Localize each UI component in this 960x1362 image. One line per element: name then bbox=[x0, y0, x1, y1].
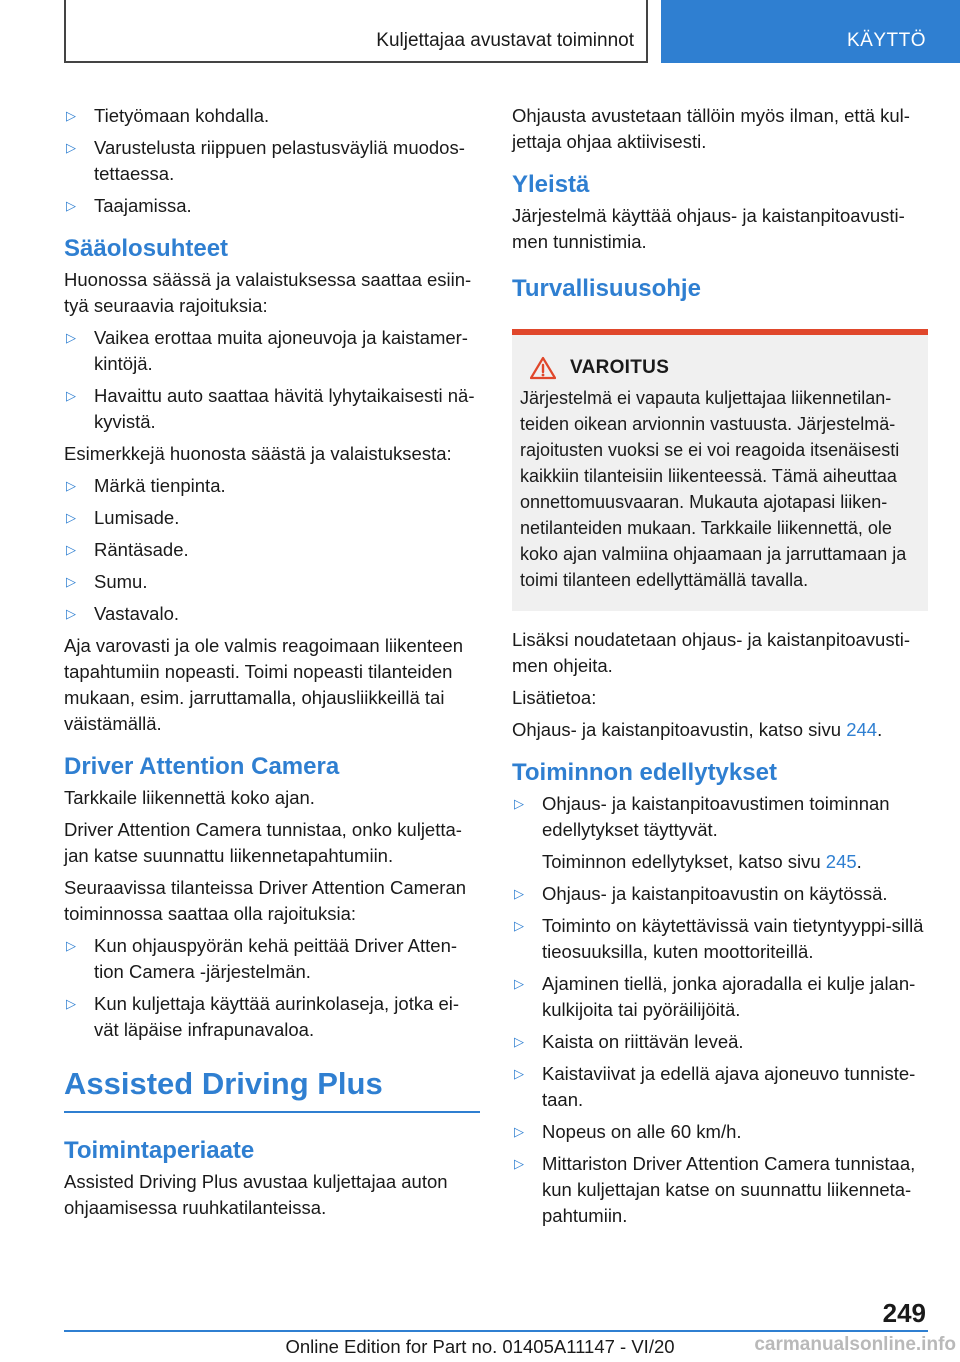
bullet-list-roadwork bbox=[64, 103, 480, 219]
header-chapter-title: KÄYTTÖ bbox=[846, 30, 926, 51]
heading-principle: Toimintaperiaate bbox=[64, 1137, 255, 1164]
footer-edition: Online Edition for Part no. 01405A11147 - VI/20 bbox=[285, 1336, 675, 1357]
bullet-triangle-icon: ▷ bbox=[66, 108, 76, 123]
bullet-triangle-icon: ▷ bbox=[66, 606, 76, 621]
bullet-triangle-icon: ▷ bbox=[66, 478, 76, 493]
bullet-triangle-icon: ▷ bbox=[66, 140, 76, 155]
list-item: ▷ Taajamissa. bbox=[64, 193, 480, 219]
list-item: ▷ Kaistaviivat ja edellä ajava ajoneuvo tunniste-taan. bbox=[514, 1063, 916, 1110]
heading-weather: Sääolosuhteet bbox=[64, 235, 229, 262]
list-item: ▷ Vaikea erottaa muita ajoneuvoja ja kaistamer-kintöjä. bbox=[66, 327, 468, 374]
paragraph: Driver Attention Camera tunnistaa, onko kuljetta-jan katse suunnattu liikennetapahtumiin. bbox=[64, 819, 462, 866]
heading-assisted-driving-plus: Assisted Driving Plus bbox=[64, 1065, 480, 1113]
heading-general: Yleistä bbox=[512, 171, 590, 198]
bullet-triangle-icon: ▷ bbox=[66, 388, 76, 403]
list-item: ▷ Toiminto on käytettävissä vain tietyntyyppi-sillä tieosuuksilla, kuten moottoriteillä. bbox=[514, 915, 924, 962]
bullet-list-limitations bbox=[64, 325, 480, 435]
paragraph: Lisätietoa: bbox=[512, 687, 597, 708]
paragraph: Tarkkaile liikennettä koko ajan. bbox=[64, 787, 315, 808]
paragraph: Lisäksi noudatetaan ohjaus- ja kaistanpitoavusti-men ohjeita. bbox=[512, 629, 910, 676]
bullet-list-examples bbox=[64, 473, 480, 627]
list-item: ▷ Lumisade. bbox=[64, 505, 480, 531]
heading-driver-attention-camera: Driver Attention Camera bbox=[64, 753, 340, 780]
list-item: ▷ Mittariston Driver Attention Camera tunnistaa, kun kuljettajan katse on suunnattu liikenneta-pahtumiin. bbox=[514, 1153, 916, 1226]
warning-triangle-icon bbox=[530, 356, 556, 380]
list-item: ▷ Kun ohjauspyörän kehä peittää Driver Atten-tion Camera -järjestelmän. bbox=[66, 935, 458, 982]
paragraph: Ohjausta avustetaan tällöin myös ilman, että kul-jettaja ohjaa aktiivisesti. bbox=[512, 105, 910, 152]
bullet-triangle-icon: ▷ bbox=[514, 1034, 524, 1049]
warning-text: Järjestelmä ei vapauta kuljettajaa liikennetilan-teiden oikean arvionnin vastuusta. Järjestelmä-rajoitusten vuoksi se ei voi reagoida itsenäisesti kaikkiin tilanteisiin liikenteessä. Tämä aiheuttaa onnettomuusvaaran. Mukauta ajotapasi liiken-netilanteiden mukaan. Tarkkaile liikennettä, ole koko ajan valmiina ohjaamaan ja jarruttamaan ja toimi tilanteen edellyttämällä tavalla. bbox=[520, 388, 907, 590]
bullet-triangle-icon: ▷ bbox=[514, 918, 524, 933]
paragraph: Esimerkkejä huonosta säästä ja valaistuksesta: bbox=[64, 443, 452, 464]
paragraph: Järjestelmä käyttää ohjaus- ja kaistanpitoavusti-men tunnistimia. bbox=[512, 205, 905, 252]
bullet-triangle-icon: ▷ bbox=[66, 938, 76, 953]
bullet-list-requirements bbox=[512, 791, 928, 1229]
reference-line: Toiminnon edellytykset, katso sivu 245. bbox=[542, 851, 862, 872]
bullet-list-camera-limits bbox=[64, 933, 480, 1043]
list-item: ▷ Havaittu auto saattaa hävitä lyhytaikaisesti nä-kyvistä. bbox=[66, 385, 475, 432]
list-item: ▷ Tietyömaan kohdalla. bbox=[64, 103, 480, 129]
bullet-triangle-icon: ▷ bbox=[514, 1066, 524, 1081]
heading-safety: Turvallisuusohje bbox=[512, 275, 701, 302]
paragraph: Huonossa säässä ja valaistuksessa saattaa esiin-tyä seuraavia rajoituksia: bbox=[64, 269, 472, 316]
reference-paragraph: Ohjaus- ja kaistanpitoavustin, katso sivu 244. bbox=[512, 719, 883, 740]
page-link-245[interactable]: 245 bbox=[825, 851, 857, 872]
list-item: ▷ Ohjaus- ja kaistanpitoavustin on käytössä. bbox=[512, 881, 928, 907]
list-item: ▷ Kaista on riittävän leveä. bbox=[512, 1029, 928, 1055]
warning-title: VAROITUS bbox=[570, 357, 670, 378]
warning-box bbox=[512, 329, 928, 611]
left-column bbox=[64, 103, 480, 1227]
list-item: ▷ Räntäsade. bbox=[64, 537, 480, 563]
bullet-triangle-icon: ▷ bbox=[514, 1156, 524, 1171]
list-item: ▷ Märkä tienpinta. bbox=[64, 473, 480, 499]
list-item: ▷ Ohjaus- ja kaistanpitoavustimen toiminnan edellytykset täyttyvät. Toiminnon edellytykset, katso sivu 245. bbox=[512, 791, 928, 875]
list-item: ▷ Ajaminen tiellä, jonka ajoradalla ei kulje jalan-kulkijoita tai pyöräilijöitä. bbox=[514, 973, 916, 1020]
bullet-triangle-icon: ▷ bbox=[66, 574, 76, 589]
bullet-triangle-icon: ▷ bbox=[66, 510, 76, 525]
page-link-244[interactable]: 244 bbox=[846, 719, 878, 740]
header-section-box bbox=[64, 0, 648, 63]
header-chapter-tab bbox=[661, 0, 960, 63]
bullet-triangle-icon: ▷ bbox=[66, 996, 76, 1011]
watermark: carmanualsonline.info bbox=[754, 1332, 956, 1358]
heading-requirements: Toiminnon edellytykset bbox=[512, 759, 777, 786]
list-item: ▷ Nopeus on alle 60 km/h. bbox=[512, 1119, 928, 1145]
paragraph: Seuraavissa tilanteissa Driver Attention Cameran toiminnossa saattaa olla rajoituksia: bbox=[64, 877, 467, 924]
warning-header bbox=[520, 355, 920, 381]
list-item: ▷ Sumu. bbox=[64, 569, 480, 595]
bullet-triangle-icon: ▷ bbox=[514, 796, 524, 811]
list-item: ▷ Vastavalo. bbox=[64, 601, 480, 627]
bullet-triangle-icon: ▷ bbox=[514, 976, 524, 991]
right-column bbox=[512, 103, 928, 1235]
paragraph: Assisted Driving Plus avustaa kuljettajaa auton ohjaamisessa ruuhkatilanteissa. bbox=[64, 1171, 448, 1218]
list-item: ▷ Kun kuljettaja käyttää aurinkolaseja, jotka ei-vät läpäise infrapunavaloa. bbox=[66, 993, 460, 1040]
bullet-triangle-icon: ▷ bbox=[66, 542, 76, 557]
list-item: ▷ Varustelusta riippuen pelastusväyliä muodos-tettaessa. bbox=[66, 137, 465, 184]
page-number: 249 bbox=[882, 1298, 926, 1328]
paragraph: Aja varovasti ja ole valmis reagoimaan liikenteen tapahtumiin nopeasti. Toimi nopeasti tilanteiden mukaan, esim. jarruttamalla, ohjausliikkeillä tai väistämällä. bbox=[64, 635, 463, 734]
bullet-triangle-icon: ▷ bbox=[514, 886, 524, 901]
header-section-title: Kuljettajaa avustavat toiminnot bbox=[376, 30, 634, 51]
bullet-triangle-icon: ▷ bbox=[66, 198, 76, 213]
bullet-triangle-icon: ▷ bbox=[514, 1124, 524, 1139]
bullet-triangle-icon: ▷ bbox=[66, 330, 76, 345]
